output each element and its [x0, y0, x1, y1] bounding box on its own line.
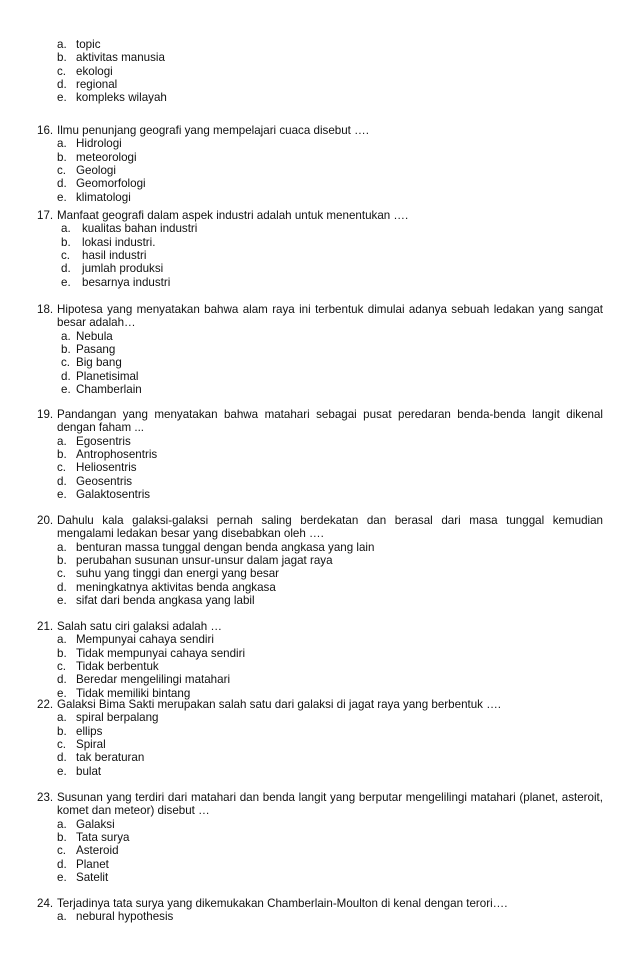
- option-text: Asteroid: [76, 844, 119, 858]
- question-text: Galaksi Bima Sakti merupakan salah satu dari galaksi di jagat raya yang berbentuk ….: [57, 698, 502, 711]
- option-letter: e.: [57, 593, 67, 607]
- option-text: Tidak memiliki bintang: [76, 686, 191, 700]
- option-letter: a.: [57, 38, 67, 51]
- option-letter: a.: [57, 540, 67, 554]
- option-letter: d.: [57, 751, 67, 765]
- option-letter: c.: [57, 163, 67, 177]
- option-letter: c.: [57, 844, 67, 858]
- option-letter: d.: [57, 474, 67, 488]
- question-text: Pandangan yang menyatakan bahwa matahari sebagai pusat peredaran benda-benda langit dikenal dengan faham ...: [57, 408, 603, 435]
- option-letter: c.: [57, 659, 67, 673]
- option-letter: b.: [57, 150, 67, 164]
- option-text: meteorologi: [76, 150, 137, 164]
- question-number: 17.: [37, 209, 54, 222]
- option-text: Planet: [76, 857, 109, 871]
- option-letter: c.: [61, 248, 71, 262]
- option-text: bulat: [76, 764, 102, 778]
- option-text: Geosentris: [76, 474, 133, 488]
- option-text: sifat dari benda angkasa yang labil: [76, 593, 255, 607]
- option-letter: a.: [57, 137, 67, 151]
- option-text: Big bang: [76, 356, 122, 370]
- option-letter: a.: [61, 222, 71, 236]
- option-text: nebural hypothesis: [76, 910, 174, 924]
- question-number: 23.: [37, 791, 54, 804]
- question-number: 22.: [37, 698, 54, 711]
- option-text: Pasang: [76, 342, 116, 356]
- option-letter: b.: [57, 724, 67, 738]
- question-text: Ilmu penunjang geografi yang mempelajari cuaca disebut ….: [57, 124, 369, 137]
- option-text: aktivitas manusia: [76, 51, 165, 65]
- option-text: suhu yang tinggi dan energi yang besar: [76, 567, 280, 581]
- option-text: Mempunyai cahaya sendiri: [76, 633, 214, 647]
- option-letter: d.: [57, 673, 67, 687]
- option-letter: c.: [57, 461, 67, 475]
- option-letter: d.: [57, 857, 67, 871]
- option-text: Heliosentris: [76, 461, 137, 475]
- option-text: kompleks wilayah: [76, 91, 167, 105]
- option-letter: d.: [57, 177, 67, 191]
- option-letter: c.: [57, 737, 67, 751]
- question-text: Hipotesa yang menyatakan bahwa alam raya ini terbentuk dimulai adanya sebuah ledakan yang sangat besar adalah…: [57, 303, 603, 330]
- question-text: Terjadinya tata surya yang dikemukakan Chamberlain-Moulton di kenal dengan terori….: [57, 897, 508, 910]
- option-text: spiral berpalang: [76, 711, 159, 725]
- option-text: regional: [76, 77, 118, 91]
- option-text: ekologi: [76, 64, 113, 78]
- option-letter: d.: [61, 369, 71, 383]
- question-number: 20.: [37, 514, 54, 527]
- question-text: Susunan yang terdiri dari matahari dan benda langit yang berputar mengelilingi matahari (planet, asteroit, komet dan meteor) disebut …: [57, 791, 603, 818]
- option-letter: e.: [57, 91, 67, 105]
- option-text: Tidak mempunyai cahaya sendiri: [76, 646, 246, 660]
- option-letter: c.: [57, 567, 67, 581]
- option-letter: d.: [57, 77, 67, 91]
- question-number: 19.: [37, 408, 54, 421]
- option-letter: e.: [57, 487, 67, 501]
- option-text: kualitas bahan industri: [82, 222, 198, 236]
- option-text: Chamberlain: [76, 382, 142, 396]
- option-letter: e.: [57, 870, 67, 884]
- option-letter: a.: [57, 434, 67, 448]
- option-letter: a.: [61, 329, 71, 343]
- option-letter: a.: [57, 711, 67, 725]
- option-letter: c.: [57, 64, 67, 78]
- option-text: Spiral: [76, 737, 106, 751]
- option-letter: e.: [61, 382, 71, 396]
- option-text: besarnya industri: [82, 275, 171, 289]
- option-letter: b.: [57, 830, 67, 844]
- question-number: 16.: [37, 124, 54, 137]
- question-number: 18.: [37, 303, 54, 316]
- option-text: perubahan susunan unsur-unsur dalam jagat raya: [76, 553, 333, 567]
- option-text: topic: [76, 38, 101, 51]
- option-text: Geologi: [76, 163, 116, 177]
- option-text: jumlah produksi: [82, 262, 164, 276]
- option-letter: a.: [57, 910, 67, 924]
- option-letter: d.: [61, 262, 71, 276]
- option-letter: e.: [57, 190, 67, 204]
- question-text: Dahulu kala galaksi-galaksi pernah saling berdekatan dan berasal dari masa tunggal kemudian mengalami ledakan besar yang disebabkan oleh ….: [57, 514, 603, 541]
- question-text: Manfaat geografi dalam aspek industri adalah untuk menentukan ….: [57, 209, 409, 222]
- option-text: Planetisimal: [76, 369, 139, 383]
- option-letter: e.: [57, 686, 67, 700]
- question-number: 24.: [37, 897, 54, 910]
- option-text: Tata surya: [76, 830, 130, 844]
- option-text: tak beraturan: [76, 751, 145, 765]
- option-letter: b.: [61, 342, 71, 356]
- option-letter: b.: [57, 447, 67, 461]
- option-letter: b.: [57, 51, 67, 65]
- option-text: benturan massa tunggal dengan benda angkasa yang lain: [76, 540, 375, 554]
- option-letter: e.: [61, 275, 71, 289]
- question-number: 21.: [37, 620, 54, 633]
- option-text: hasil industri: [82, 248, 147, 262]
- option-text: Galaksi: [76, 817, 115, 831]
- option-letter: a.: [57, 817, 67, 831]
- option-text: Beredar mengelilingi matahari: [76, 673, 231, 687]
- option-text: Nebula: [76, 329, 113, 343]
- option-letter: b.: [61, 235, 71, 249]
- option-text: Hidrologi: [76, 137, 122, 151]
- option-text: Galaktosentris: [76, 487, 151, 501]
- option-letter: e.: [57, 764, 67, 778]
- option-text: ellips: [76, 724, 103, 738]
- option-letter: c.: [61, 356, 71, 370]
- option-text: Tidak berbentuk: [76, 659, 159, 673]
- option-letter: a.: [57, 633, 67, 647]
- option-text: meningkatnya aktivitas benda angkasa: [76, 580, 276, 594]
- option-text: Antrophosentris: [76, 447, 158, 461]
- option-letter: d.: [57, 580, 67, 594]
- option-text: klimatologi: [76, 190, 131, 204]
- option-text: lokasi industri.: [82, 235, 156, 249]
- question-text: Salah satu ciri galaksi adalah …: [57, 620, 222, 633]
- option-text: Egosentris: [76, 434, 131, 448]
- option-text: Satelit: [76, 870, 109, 884]
- option-letter: b.: [57, 553, 67, 567]
- option-letter: b.: [57, 646, 67, 660]
- option-text: Geomorfologi: [76, 177, 146, 191]
